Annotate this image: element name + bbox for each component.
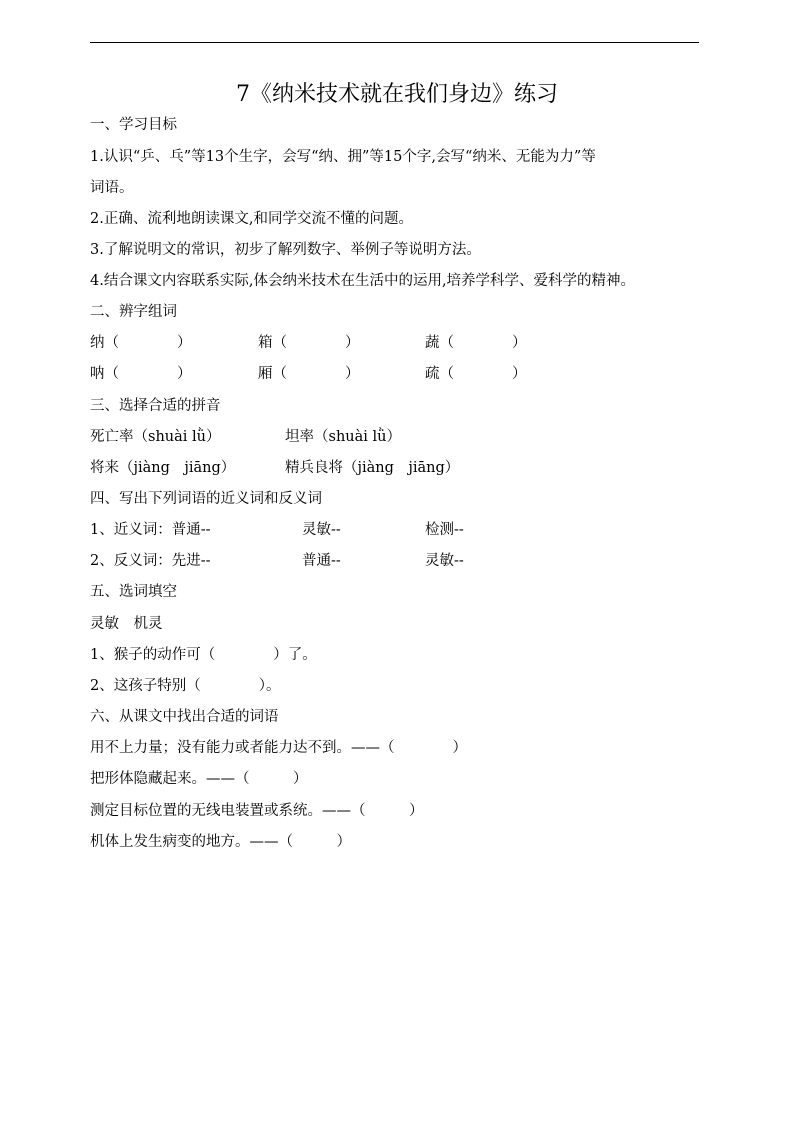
page-title: 7《纳米技术就在我们身边》练习 — [236, 82, 558, 107]
find-word-item-1: 用不上力量；没有能力或者能力达不到。——（ ） — [90, 740, 467, 756]
section-3-heading: 三、选择合适的拼音 — [90, 398, 221, 414]
synonym-item-1: 1、近义词：普通-- — [90, 522, 211, 538]
objective-4: 4.结合课文内容联系实际,体会纳米技术在生活中的运用,培养学科学、爱科学的精神。 — [90, 273, 636, 289]
header-rule — [90, 42, 699, 43]
char-group-2-b: 厢（ ） — [258, 366, 360, 382]
char-group-3-b: 疏（ ） — [425, 366, 527, 382]
char-group-3-a: 蔬（ ） — [425, 335, 527, 351]
pinyin-item-2: 坦率（shuài lǜ） — [285, 429, 401, 445]
objective-1: 1.认识“乒、乓”等13个生字，会写“纳、拥”等15个字,会写“纳米、无能为力”等 — [90, 149, 596, 165]
find-word-item-4: 机体上发生病变的地方。——（ ） — [90, 834, 351, 850]
char-group-1-b: 呐（ ） — [90, 366, 192, 382]
char-group-1-a: 纳（ ） — [90, 335, 192, 351]
fill-item-1: 1、猴子的动作可（ ）了。 — [90, 647, 317, 663]
pinyin-item-1: 死亡率（shuài lǜ） — [90, 429, 221, 445]
section-1-heading: 一、学习目标 — [90, 117, 177, 133]
find-word-item-3: 测定目标位置的无线电装置或系统。——（ ） — [90, 803, 424, 819]
antonym-item-2: 普通-- — [302, 553, 341, 569]
antonym-item-3: 灵敏-- — [425, 553, 464, 569]
char-group-2-a: 箱（ ） — [258, 335, 360, 351]
objective-2: 2.正确、流利地朗读课文,和同学交流不懂的问题。 — [90, 211, 413, 227]
pinyin-item-3: 将来（jiàng jiāng） — [90, 460, 236, 476]
section-5-heading: 五、选词填空 — [90, 584, 177, 600]
synonym-item-3: 检测-- — [425, 522, 464, 538]
objective-1-continued: 词语。 — [90, 180, 134, 196]
word-choices: 灵敏 机灵 — [90, 616, 163, 632]
section-2-heading: 二、辨字组词 — [90, 304, 177, 320]
objective-3: 3.了解说明文的常识，初步了解列数字、举例子等说明方法。 — [90, 242, 481, 258]
section-4-heading: 四、写出下列词语的近义词和反义词 — [90, 491, 322, 507]
synonym-item-2: 灵敏-- — [302, 522, 341, 538]
pinyin-item-4: 精兵良将（jiàng jiāng） — [285, 460, 460, 476]
antonym-item-1: 2、反义词：先进-- — [90, 553, 211, 569]
find-word-item-2: 把形体隐藏起来。——（ ） — [90, 771, 308, 787]
fill-item-2: 2、这孩子特别（ ）。 — [90, 678, 281, 694]
section-6-heading: 六、从课文中找出合适的词语 — [90, 709, 279, 725]
